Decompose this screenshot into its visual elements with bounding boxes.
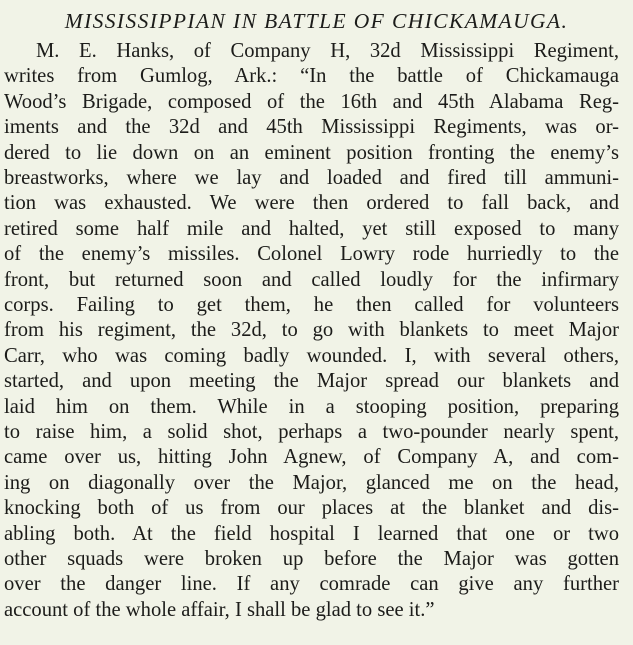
article-body-line: retired some half mile and halted, yet still exposed to many [4, 217, 619, 240]
article-body-line: ing on diagonally over the Major, glanced me on the head, [4, 471, 619, 494]
article-body-line: came over us, hitting John Agnew, of Company A, and com- [4, 446, 619, 469]
article-body-line: from his regiment, the 32d, to go with blankets to meet Major [4, 319, 619, 342]
article-body-line: dered to lie down on an eminent position fronting the enemy’s [4, 141, 619, 164]
article-body-line: writes from Gumlog, Ark.: “In the battle of Chickamauga [4, 65, 619, 88]
article-body-line: Carr, who was coming badly wounded. I, with several others, [4, 344, 619, 367]
article-body-line: M. E. Hanks, of Company H, 32d Mississippi Regiment, [36, 40, 619, 62]
article-body-line: corps. Failing to get them, he then called for volunteers [4, 294, 619, 316]
article-body-line: over the danger line. If any comrade can give any further [4, 573, 619, 596]
article-heading: MISSISSIPPIAN IN BATTLE OF CHICKAMAUGA. [64, 9, 569, 33]
article-body-line: iments and the 32d and 45th Mississippi Regiments, was or- [4, 116, 619, 139]
article-body-line: other squads were broken up before the Major was gotten [4, 548, 619, 570]
article-body-line: to raise him, a solid shot, perhaps a two-pounder nearly spent, [4, 421, 619, 443]
article-body-line: abling both. At the field hospital I learned that one or two [4, 522, 619, 545]
article-body-line: knocking both of us from our places at the blanket and dis- [4, 497, 619, 520]
article-body-line: tion was exhausted. We were then ordered to fall back, and [4, 192, 619, 215]
article-body-line: account of the whole affair, I shall be glad to see it.” [4, 598, 435, 621]
article-body-line: laid him on them. While in a stooping position, preparing [4, 395, 619, 418]
article-body-line: Wood’s Brigade, composed of the 16th and 45th Alabama Reg- [4, 90, 619, 113]
article-body-line: breastworks, where we lay and loaded and fired till ammuni- [4, 167, 619, 189]
article-body-line: front, but returned soon and called loudly for the infirmary [4, 268, 619, 291]
article-body-line: of the enemy’s missiles. Colonel Lowry rode hurriedly to the [4, 243, 619, 266]
article-body-line: started, and upon meeting the Major spread our blankets and [4, 370, 619, 393]
